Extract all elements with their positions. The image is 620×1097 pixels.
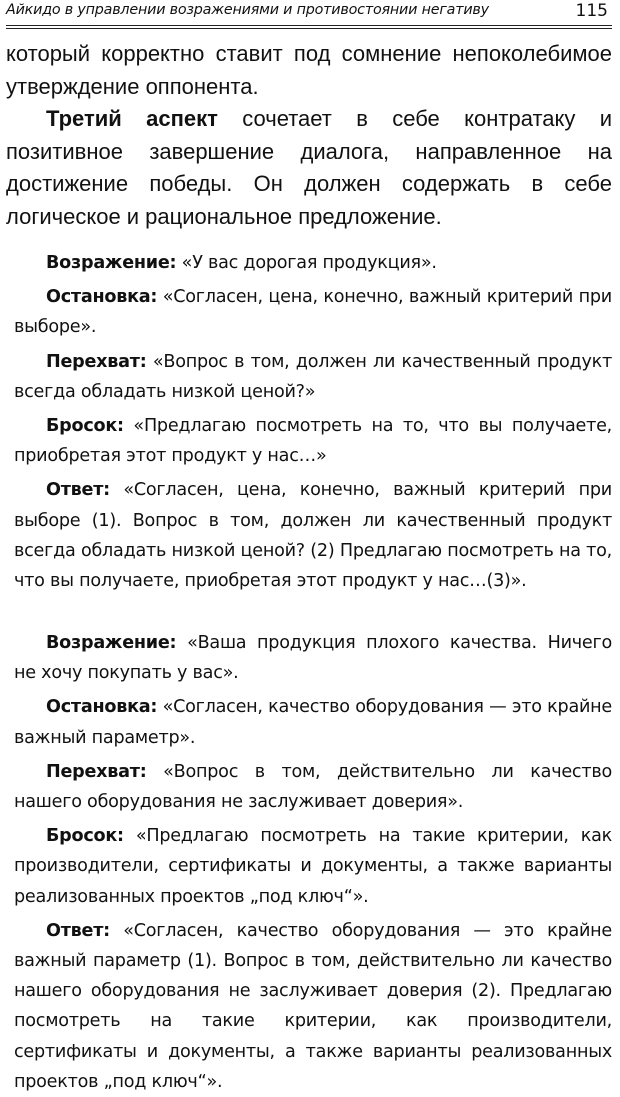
third-aspect-label: Третий аспект <box>46 106 218 131</box>
intercept-text: «Вопрос в том, действительно ли качество нашего оборудования не заслуживает доверия». <box>14 761 612 813</box>
intercept-label: Перехват: <box>46 351 147 372</box>
header-rule <box>6 28 612 29</box>
throw-line <box>14 821 612 912</box>
objection-label: Возражение: <box>46 253 177 273</box>
third-aspect-text: сочетает в себе контратаку и позитивное завершение диалога, направленное на достижение победы. Он должен содержать в себе логическое и рациональное предложение. <box>6 106 612 229</box>
running-header <box>6 0 612 30</box>
answer-text: «Согласен, цена, конечно, важный критерий при выборе (1). Вопрос в том, должен ли качественный продукт всегда обладать низкой ценой? (2) Предлагаю посмотреть на то, что вы получаете, приобретая этот продукт у нас…(3)». <box>14 480 612 592</box>
answer-label: Ответ: <box>46 480 110 501</box>
stop-label: Остановка: <box>46 697 158 718</box>
objection-text: «Ваша продукция плохого качества. Ничего не хочу покупать у вас». <box>14 633 612 684</box>
intercept-line <box>14 757 612 817</box>
objection-line <box>14 628 612 688</box>
throw-text: «Предлагаю посмотреть на то, что вы получаете, приобретая этот продукт у нас…» <box>14 416 612 467</box>
objection-text: «У вас дорогая продукция». <box>176 253 437 273</box>
header-rule <box>6 25 612 26</box>
answer-line <box>14 916 612 1097</box>
stop-text: «Согласен, цена, конечно, важный критерий при выборе». <box>14 287 612 338</box>
objection-label: Возражение: <box>46 633 177 653</box>
answer-label: Ответ: <box>46 920 110 941</box>
intro-text <box>6 38 612 233</box>
throw-label: Бросок: <box>46 826 124 847</box>
dialogue-example-1 <box>14 248 612 596</box>
answer-line <box>14 475 612 596</box>
running-title: Айкидо в управлении возражениями и противостоянии негативу <box>6 2 489 18</box>
throw-line <box>14 411 612 471</box>
dialogue-example-2 <box>14 628 612 1097</box>
intercept-line <box>14 347 612 407</box>
intercept-text: «Вопрос в том, должен ли качественный продукт всегда обладать низкой ценой?» <box>14 351 612 402</box>
answer-text: «Согласен, качество оборудования — это крайне важный параметр (1). Вопрос в том, действительно ли качество нашего оборудования не заслуживает доверия (2). Предлагаю посмотреть на такие критерии, как производители, сертификаты и документы, а также варианты реализованных проектов „под ключ“». <box>14 920 612 1092</box>
throw-text: «Предлагаю посмотреть на такие критерии, как производители, сертификаты и документы, а также варианты реализованных проектов „под ключ“». <box>14 826 612 907</box>
objection-line <box>14 248 612 278</box>
stop-text: «Согласен, качество оборудования — это крайне важный параметр». <box>14 697 612 748</box>
third-aspect-paragraph <box>6 103 612 233</box>
page-number: 115 <box>575 1 608 21</box>
stop-label: Остановка: <box>46 287 158 308</box>
stop-line <box>14 282 612 342</box>
intro-paragraph: который корректно ставит под сомнение непоколебимое утверждение оппонента. <box>6 41 612 99</box>
intercept-label: Перехват: <box>46 761 147 782</box>
stop-line <box>14 692 612 752</box>
throw-label: Бросок: <box>46 416 124 437</box>
